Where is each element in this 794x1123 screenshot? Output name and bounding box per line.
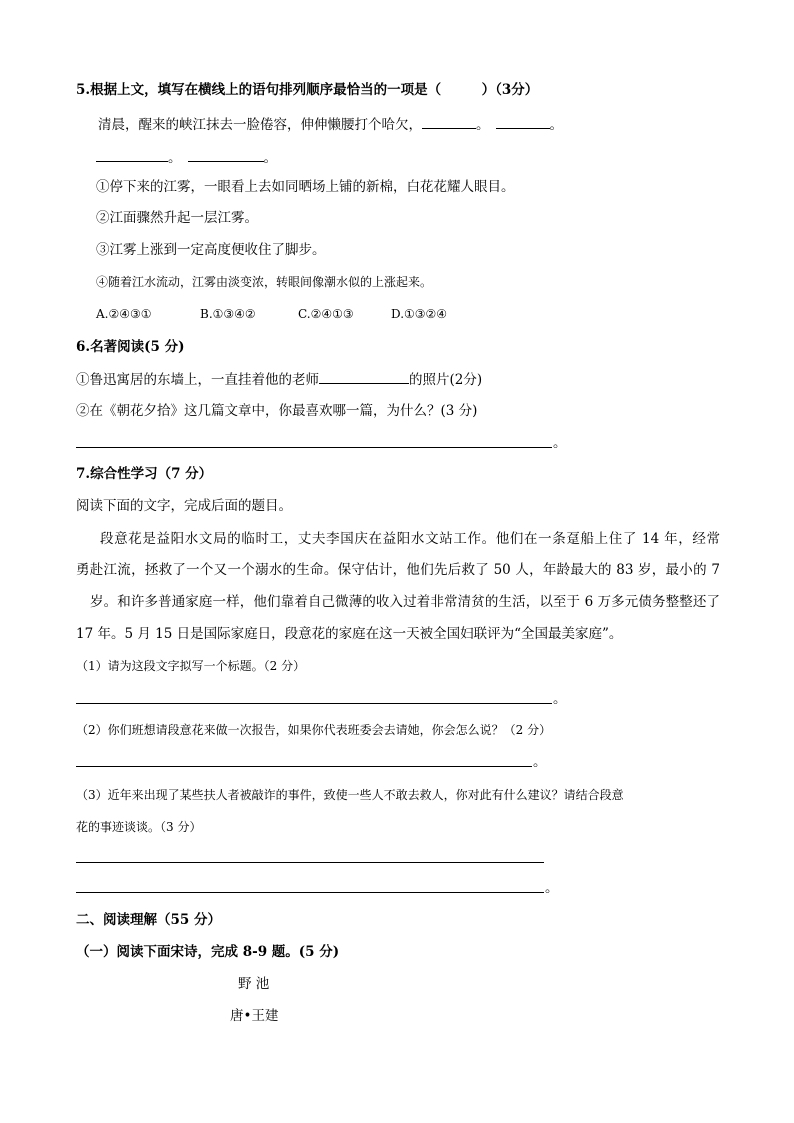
q5-lead <box>98 114 563 135</box>
teacher-name-blank[interactable] <box>319 369 409 384</box>
end-mark: 。 <box>553 691 567 707</box>
q7-passage-line-3: 岁。和许多普通家庭一样，他们靠着自己微薄的收入过着非常清贫的生活，以至于 6 万多元债务整整还了 <box>90 594 720 610</box>
part2-title: 二、阅读理解（55 分） <box>76 912 221 928</box>
answer-blank[interactable] <box>422 114 476 129</box>
q7-sub3-line-2: 花的事迹谈谈。（3 分） <box>76 820 202 834</box>
poem-title: 野 池 <box>238 976 270 992</box>
q5-option-3: ③江雾上涨到一定高度便收住了脚步。 <box>96 242 326 258</box>
q7-passage-line-2: 勇赴江流，拯救了一个又一个溺水的生命。保守估计，他们先后救了 50 人，年龄最大的 83 岁，最小的 7 <box>76 562 720 578</box>
q6-item-1-text: ①鲁迅寓居的东墙上，一直挂着他的老师 <box>76 372 319 388</box>
q6-item-1-points: 的照片(2分) <box>409 372 483 388</box>
end-mark: 。 <box>545 880 559 896</box>
end-mark: 。 <box>553 435 567 451</box>
answer-line[interactable] <box>76 766 532 767</box>
q5-choice-a[interactable]: A.②④③① <box>96 307 152 321</box>
q6-item-1 <box>76 369 482 390</box>
answer-blank[interactable] <box>96 147 168 162</box>
answer-blank[interactable] <box>188 147 264 162</box>
q5-option-2: ②江面骤然升起一层江雾。 <box>96 210 258 226</box>
period: 。 <box>549 117 563 133</box>
q5-choice-c[interactable]: C.②④①③ <box>298 307 354 321</box>
q6-item-2: ②在《朝花夕拾》这几篇文章中，你最喜欢哪一篇，为什么？(3 分) <box>76 403 478 419</box>
answer-line[interactable] <box>76 862 544 863</box>
q5-option-1: ①停下来的江雾，一眼看上去如同晒场上铺的新棉，白花花耀人眼目。 <box>96 179 515 195</box>
q7-title: 7.综合性学习（7 分） <box>76 466 213 482</box>
part2-subtitle: （一）阅读下面宋诗，完成 8-9 题。(5 分) <box>76 944 340 960</box>
q5-lead-text: 清晨，醒来的峡江抹去一脸倦容，伸伸懒腰打个哈欠， <box>98 117 422 133</box>
q5-title: 5.根据上文，填写在横线上的语句排列顺序最恰当的一项是（ ）（3分） <box>76 82 539 98</box>
q7-passage-line-1: 段意花是益阳水文局的临时工，丈夫李国庆在益阳水文站工作。他们在一条趸船上住了 14 年，经常 <box>100 531 720 547</box>
q5-choice-b[interactable]: B.①③④② <box>200 307 256 321</box>
period: 。 <box>168 150 182 166</box>
q7-sub1: （1）请为这段文字拟写一个标题。（2 分） <box>76 659 306 673</box>
q5-choice-d[interactable]: D.①③②④ <box>391 307 448 321</box>
end-mark: 。 <box>533 754 547 770</box>
answer-line[interactable] <box>76 892 544 893</box>
q5-blank-line <box>96 147 277 168</box>
q7-instruction: 阅读下面的文字，完成后面的题目。 <box>76 498 292 514</box>
q7-sub2: （2）你们班想请段意花来做一次报告，如果你代表班委会去请她，你会怎么说？（2 分） <box>76 723 552 737</box>
answer-blank[interactable] <box>496 114 550 129</box>
q7-passage-line-4: 17 年。5 月 15 日是国际家庭日，段意花的家庭在这一天被全国妇联评为“全国最美家庭”。 <box>76 626 623 642</box>
q7-sub3-line-1: （3）近年来出现了某些扶人者被敲诈的事件，致使一些人不敢去救人，你对此有什么建议？请结合段意 <box>76 788 624 802</box>
q6-title: 6.名著阅读(5 分) <box>76 339 185 355</box>
period: 。 <box>476 117 490 133</box>
q5-option-4: ④随着江水流动，江雾由淡变浓，转眼间像潮水似的上涨起来。 <box>96 275 433 289</box>
period: 。 <box>263 150 277 166</box>
answer-line[interactable] <box>76 703 552 704</box>
poem-author: 唐•王建 <box>230 1008 279 1024</box>
answer-line[interactable] <box>76 447 552 448</box>
